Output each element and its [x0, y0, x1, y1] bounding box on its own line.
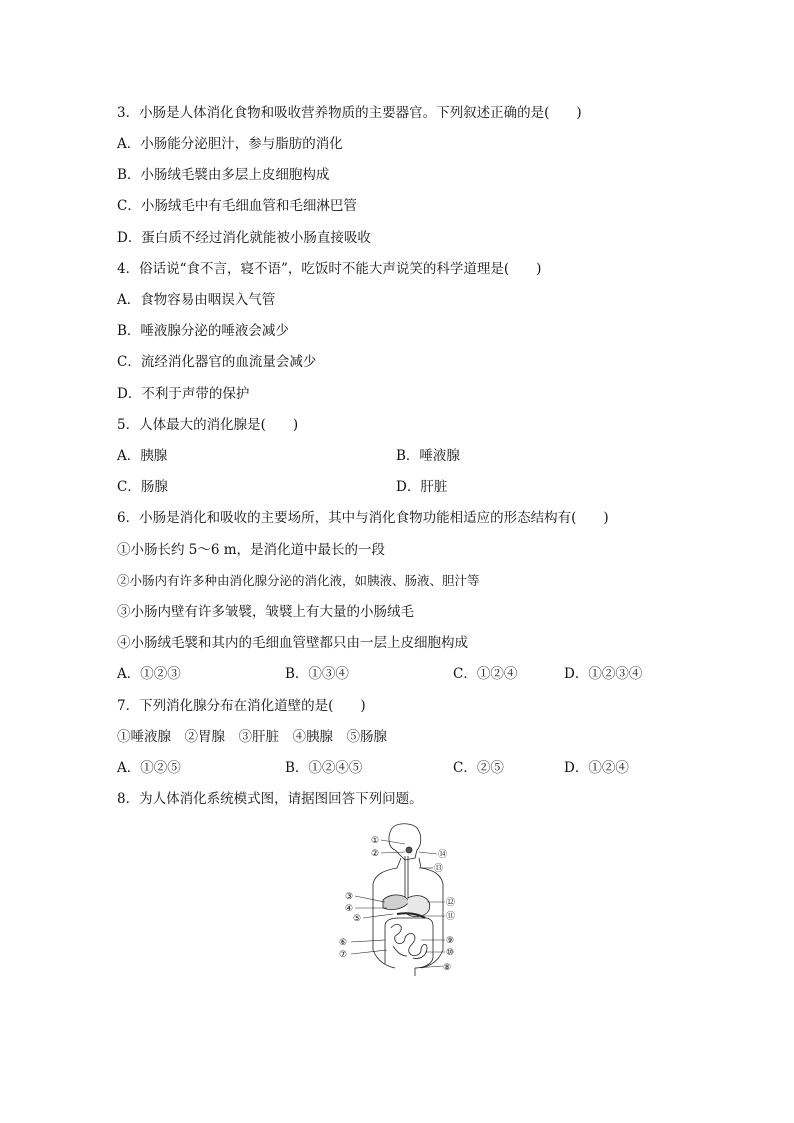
q7-stem: 7．下列消化腺分布在消化道壁的是( ): [117, 698, 366, 714]
q6-option-d: D．①②③④: [564, 666, 643, 682]
label-8: ⑧: [443, 963, 452, 973]
q7-option-d: D．①②④: [564, 760, 629, 776]
digestive-system-diagram: [335, 818, 465, 978]
q4-option-d: D．不利于声带的保护: [117, 386, 250, 402]
q4-stem: 4．俗话说“食不言，寝不语”，吃饭时不能大声说笑的科学道理是( ): [117, 261, 542, 277]
liver: [383, 895, 409, 910]
esophagus: [405, 856, 408, 898]
label-5: ⑤: [353, 914, 362, 924]
label-11: ⑪: [446, 912, 456, 922]
q4-option-a: A．食物容易由咽误入气管: [117, 292, 276, 308]
q6-statement-2: ②小肠内有许多种由消化腺分泌的消化液，如胰液、肠液、胆汁等: [117, 573, 480, 588]
q5-option-b: B．唾液腺: [396, 448, 460, 464]
q4-option-b: B．唾液腺分泌的唾液会减少: [117, 323, 289, 339]
q6-stem: 6．小肠是消化和吸收的主要场所，其中与消化食物功能相适应的形态结构有( ): [117, 510, 609, 526]
label-1: ①: [371, 836, 380, 846]
q7-option-b: B．①②④⑤: [285, 760, 363, 776]
q8-stem: 8．为人体消化系统模式图，请据图回答下列问题。: [117, 791, 423, 807]
q5-stem: 5．人体最大的消化腺是( ): [117, 417, 299, 433]
label-3: ③: [345, 892, 354, 902]
q6-option-b: B．①③④: [285, 666, 349, 682]
label-7: ⑦: [339, 950, 348, 960]
q6-option-c: C．①②④: [453, 666, 518, 682]
label-4: ④: [345, 904, 354, 914]
label-6: ⑥: [339, 938, 348, 948]
q6-statement-1: ①小肠长约 5～6 m，是消化道中最长的一段: [117, 542, 386, 558]
q5-option-a: A．胰腺: [117, 448, 168, 464]
q4-option-c: C．流经消化器官的血流量会减少: [117, 354, 317, 370]
small-intestine: [391, 924, 427, 958]
q6-option-a: A．①②③: [117, 666, 181, 682]
salivary-gland: [406, 847, 412, 853]
q5-option-d: D．肝脏: [396, 479, 448, 495]
label-2: ②: [371, 849, 380, 859]
q7-items: ①唾液腺 ②胃腺 ③肝脏 ④胰腺 ⑤肠腺: [117, 729, 387, 745]
q3-stem: 3．小肠是人体消化食物和吸收营养物质的主要器官。下列叙述正确的是( ): [117, 105, 582, 121]
label-9: ⑨: [446, 936, 455, 946]
label-10: ⑩: [446, 948, 455, 958]
q5-option-c: C．肠腺: [117, 479, 168, 495]
q6-statement-4: ④小肠绒毛襞和其内的毛细血管壁都只由一层上皮细胞构成: [117, 635, 468, 651]
label-14: ⑭: [438, 850, 448, 860]
q3-option-a: A．小肠能分泌胆汁，参与脂肪的消化: [117, 136, 343, 152]
q3-option-d: D．蛋白质不经过消化就能被小肠直接吸收: [117, 230, 371, 246]
q7-option-c: C．②⑤: [453, 760, 504, 776]
q6-statement-3: ③小肠内壁有许多皱襞，皱襞上有大量的小肠绒毛: [117, 604, 414, 620]
q3-option-c: C．小肠绒毛中有毛细血管和毛细淋巴管: [117, 198, 357, 214]
q7-option-a: A．①②⑤: [117, 760, 181, 776]
large-intestine: [385, 918, 433, 968]
label-12: ⑫: [446, 898, 456, 908]
q3-option-b: B．小肠绒毛襞由多层上皮细胞构成: [117, 167, 330, 183]
label-13: ⑬: [434, 864, 444, 874]
